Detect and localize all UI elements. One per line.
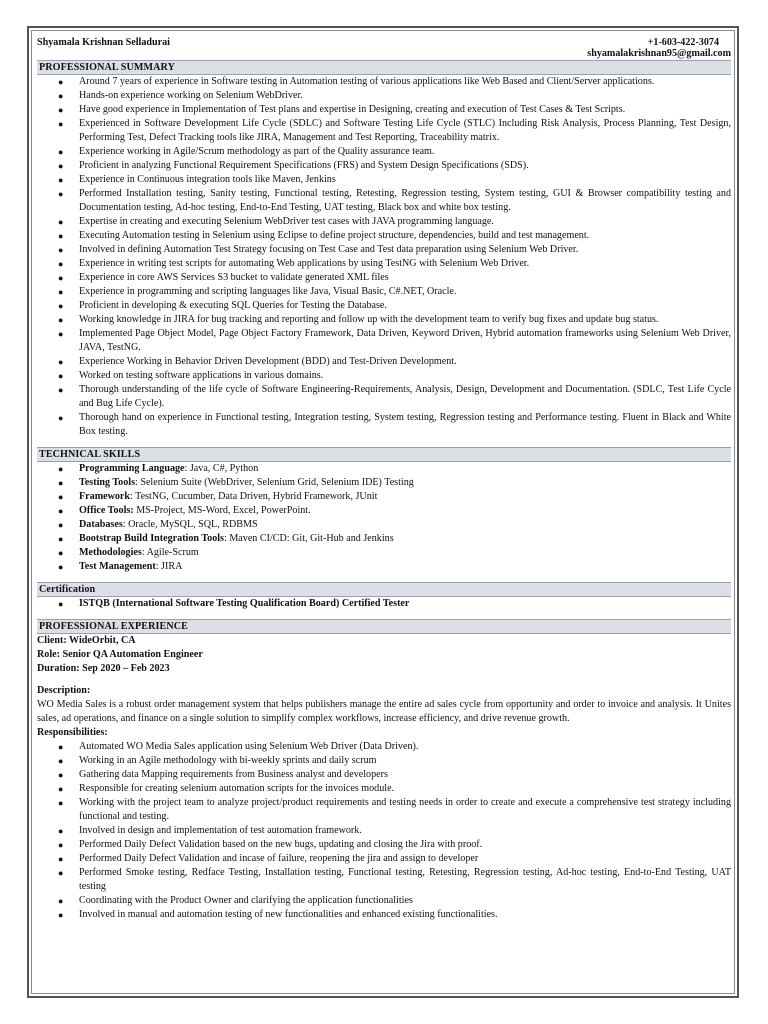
summary-item: ● Executing Automation testing in Selenium using Eclipse to define project structure, dependencies, build and test management. xyxy=(58,230,590,241)
experience-client: Client: WideOrbit, CA xyxy=(37,635,136,646)
skill-label: Testing Tools xyxy=(79,477,136,488)
resume-header xyxy=(37,36,731,60)
skill-label: Programming Language xyxy=(79,463,185,474)
summary-item: ● Implemented Page Object Model, Page Object Factory Framework, Data Driven, Keyword Driven, Hybrid automation frameworks using Selenium Web Driver, JAVA, TestNG. xyxy=(58,328,731,353)
bullet-icon: ● xyxy=(58,756,64,766)
skill-label: Databases xyxy=(79,519,123,530)
summary-item: ● Experience in writing test scripts for automating Web applications by using TestNG with Selenium Web Driver. xyxy=(58,258,530,269)
bullet-icon: ● xyxy=(58,742,64,752)
skill-value: : Maven CI/CD: Git, Git-Hub and Jenkins xyxy=(224,533,394,544)
summary-item: ● Worked on testing software applications in various domains. xyxy=(58,370,324,381)
bullet-icon: ● xyxy=(58,119,64,129)
summary-item: ● Proficient in analyzing Functional Requirement Specifications (FRS) and System Design Specifications (SDS). xyxy=(58,160,529,171)
skill-value: : Java, C#, Python xyxy=(184,463,259,474)
summary-item: ● Experience in Continuous integration tools like Maven, Jenkins xyxy=(58,174,336,185)
experience-duration: Duration: Sep 2020 – Feb 2023 xyxy=(37,663,170,674)
summary-item: ● Experience in programming and scripting languages like Java, Visual Basic, C#.NET, Oracle. xyxy=(58,286,457,297)
candidate-name: Shyamala Krishnan Selladurai xyxy=(37,37,170,48)
skill-label: Office Tools: xyxy=(79,505,134,516)
skill-label: Framework xyxy=(79,491,131,502)
skill-label: Bootstrap Build Integration Tools xyxy=(79,533,224,544)
skill-value: : Oracle, MySQL, SQL, RDBMS xyxy=(122,519,258,530)
responsibility-item: ● Coordinating with the Product Owner and clarifying the application functionalities xyxy=(58,895,413,906)
project-description: WO Media Sales is a robust order management system that helps publishers manage the entire ad sales cycle from opportunity and order to invoice and analysis. It Unites sales, ad operations, and finance on a single solution to simplify complex workflows, increase efficiency, and drive revenue growth. xyxy=(37,699,731,724)
bullet-icon: ● xyxy=(58,189,64,199)
bullet-icon: ● xyxy=(58,770,64,780)
skill-item xyxy=(58,560,731,574)
bullet-icon: ● xyxy=(58,506,64,516)
skills-list xyxy=(37,462,731,574)
certification-item: ● ISTQB (International Software Testing Qualification Board) Certified Tester xyxy=(58,598,410,609)
skill-item xyxy=(58,490,731,504)
bullet-icon: ● xyxy=(58,371,64,381)
bullet-icon: ● xyxy=(58,329,64,339)
skill-label: Methodologies xyxy=(79,547,142,558)
summary-list xyxy=(37,75,731,439)
responsibility-item: ● Automated WO Media Sales application using Selenium Web Driver (Data Driven). xyxy=(58,741,419,752)
bullet-icon: ● xyxy=(58,910,64,920)
responsibility-item: ● Responsible for creating selenium automation scripts for the invoices module. xyxy=(58,783,395,794)
responsibility-item: ● Performed Smoke testing, Redface Testing, Installation testing, Functional testing, Retesting, Regression testing, Ad-hoc testing, End-to-End Testing, UAT testing xyxy=(58,867,731,892)
responsibility-item: ● Working with the project team to analyze project/product requirements and testing needs in order to create and execute a comprehensive test strategy including functional and testing. xyxy=(58,797,731,822)
bullet-icon: ● xyxy=(58,147,64,157)
bullet-icon: ● xyxy=(58,385,64,395)
section-heading-summary: PROFESSIONAL SUMMARY xyxy=(37,60,731,75)
skill-item xyxy=(58,532,731,546)
phone-number: +1-603-422-3074 xyxy=(647,37,719,48)
certification-list xyxy=(37,597,731,611)
bullet-icon: ● xyxy=(58,273,64,283)
responsibility-item: ● Involved in manual and automation testing of new functionalities and enhanced existing functionalities. xyxy=(58,909,498,920)
responsibility-item: ● Gathering data Mapping requirements from Business analyst and developers xyxy=(58,769,388,780)
bullet-icon: ● xyxy=(58,784,64,794)
bullet-icon: ● xyxy=(58,161,64,171)
summary-item: ● Thorough understanding of the life cycle of Software Engineering-Requirements, Analysis, Design, Development and Documentation. (SDLC, Test Life Cycle and Bug Life Cycle). xyxy=(58,384,731,409)
bullet-icon: ● xyxy=(58,492,64,502)
bullet-icon: ● xyxy=(58,231,64,241)
bullet-icon: ● xyxy=(58,105,64,115)
bullet-icon: ● xyxy=(58,217,64,227)
bullet-icon: ● xyxy=(58,520,64,530)
skill-value: : TestNG, Cucumber, Data Driven, Hybrid Framework, JUnit xyxy=(130,491,378,502)
section-heading-experience: PROFESSIONAL EXPERIENCE xyxy=(37,619,731,634)
skill-value: : Agile-Scrum xyxy=(141,547,199,558)
section-heading-certification: Certification xyxy=(37,582,731,597)
skill-value: : Selenium Suite (WebDriver, Selenium Grid, Selenium IDE) Testing xyxy=(135,477,414,488)
summary-item: ● Experience Working in Behavior Driven Development (BDD) and Test-Driven Development. xyxy=(58,356,457,367)
summary-item: ● Performed Installation testing, Sanity testing, Functional testing, Retesting, Regression testing, System testing, GUI & Browser compatibility testing and Documentation testing, Ad-hoc testing, End-to-End Testing, UAT testing, Black box and white box testing. xyxy=(58,188,731,213)
summary-item: ● Expertise in creating and executing Selenium WebDriver test cases with JAVA programming language. xyxy=(58,216,494,227)
email-address: shyamalakrishnan95@gmail.com xyxy=(587,48,731,59)
bullet-icon: ● xyxy=(58,478,64,488)
bullet-icon: ● xyxy=(58,287,64,297)
bullet-icon: ● xyxy=(58,562,64,572)
bullet-icon: ● xyxy=(58,840,64,850)
summary-item: ● Experienced in Software Development Life Cycle (SDLC) and Software Testing Life Cycle (STLC) Including Risk Analysis, Process Planning, Test Design, Performing Test, Defect Tracking tools like JIRA, Management and Test Reporting, Traceability matrix. xyxy=(58,118,731,143)
bullet-icon: ● xyxy=(58,798,64,808)
bullet-icon: ● xyxy=(58,259,64,269)
bullet-icon: ● xyxy=(58,77,64,87)
bullet-icon: ● xyxy=(58,534,64,544)
responsibility-item: ● Involved in design and implementation of test automation framework. xyxy=(58,825,362,836)
bullet-icon: ● xyxy=(58,315,64,325)
summary-item: ● Thorough hand on experience in Functional testing, Integration testing, System testing, Regression testing and Performance testing. Fluent in Black and White Box testing. xyxy=(58,412,731,437)
summary-item: ● Around 7 years of experience in Software testing in Automation testing of various applications like Web Based and Client/Server applications. xyxy=(58,76,655,87)
bullet-icon: ● xyxy=(58,896,64,906)
skill-item xyxy=(58,462,731,476)
skill-value: : JIRA xyxy=(155,561,183,572)
summary-item: ● Involved in defining Automation Test Strategy focusing on Test Case and Test data preparation using Selenium Web Driver. xyxy=(58,244,579,255)
bullet-icon: ● xyxy=(58,464,64,474)
description-label: Description: xyxy=(37,685,91,696)
skill-value: MS-Project, MS-Word, Excel, PowerPoint. xyxy=(133,505,311,516)
bullet-icon: ● xyxy=(58,854,64,864)
bullet-icon: ● xyxy=(58,599,64,609)
skill-item xyxy=(58,518,731,532)
skill-item xyxy=(58,476,731,490)
experience-role: Role: Senior QA Automation Engineer xyxy=(37,649,203,660)
bullet-icon: ● xyxy=(58,91,64,101)
skill-item xyxy=(58,504,731,518)
responsibilities-list xyxy=(37,740,731,922)
responsibilities-label: Responsibilities: xyxy=(37,727,108,738)
responsibility-item: ● Performed Daily Defect Validation and incase of failure, reopening the jira and assign to developer xyxy=(58,853,479,864)
summary-item: ● Hands-on experience working on Selenium WebDriver. xyxy=(58,90,303,101)
section-heading-skills: TECHNICAL SKILLS xyxy=(37,447,731,462)
bullet-icon: ● xyxy=(58,413,64,423)
bullet-icon: ● xyxy=(58,245,64,255)
summary-item: ● Proficient in developing & executing SQL Queries for Testing the Database. xyxy=(58,300,387,311)
skill-label: Test Management xyxy=(79,561,156,572)
bullet-icon: ● xyxy=(58,826,64,836)
bullet-icon: ● xyxy=(58,175,64,185)
summary-item: ● Experience in core AWS Services S3 bucket to validate generated XML files xyxy=(58,272,389,283)
bullet-icon: ● xyxy=(58,868,64,878)
resume-page xyxy=(37,36,731,922)
summary-item: ● Have good experience in Implementation of Test plans and expertise in Designing, creating and execution of Test Cases & Test Scripts. xyxy=(58,104,626,115)
bullet-icon: ● xyxy=(58,301,64,311)
responsibility-item: ● Working in an Agile methodology with bi-weekly sprints and daily scrum xyxy=(58,755,377,766)
skill-item xyxy=(58,546,731,560)
bullet-icon: ● xyxy=(58,548,64,558)
bullet-icon: ● xyxy=(58,357,64,367)
summary-item: ● Working knowledge in JIRA for bug tracking and reporting and follow up with the development team to verify bug fixes and update bug status. xyxy=(58,314,659,325)
summary-item: ● Experience working in Agile/Scrum methodology as part of the Quality assurance team. xyxy=(58,146,435,157)
responsibility-item: ● Performed Daily Defect Validation based on the new bugs, updating and closing the Jira with proof. xyxy=(58,839,483,850)
